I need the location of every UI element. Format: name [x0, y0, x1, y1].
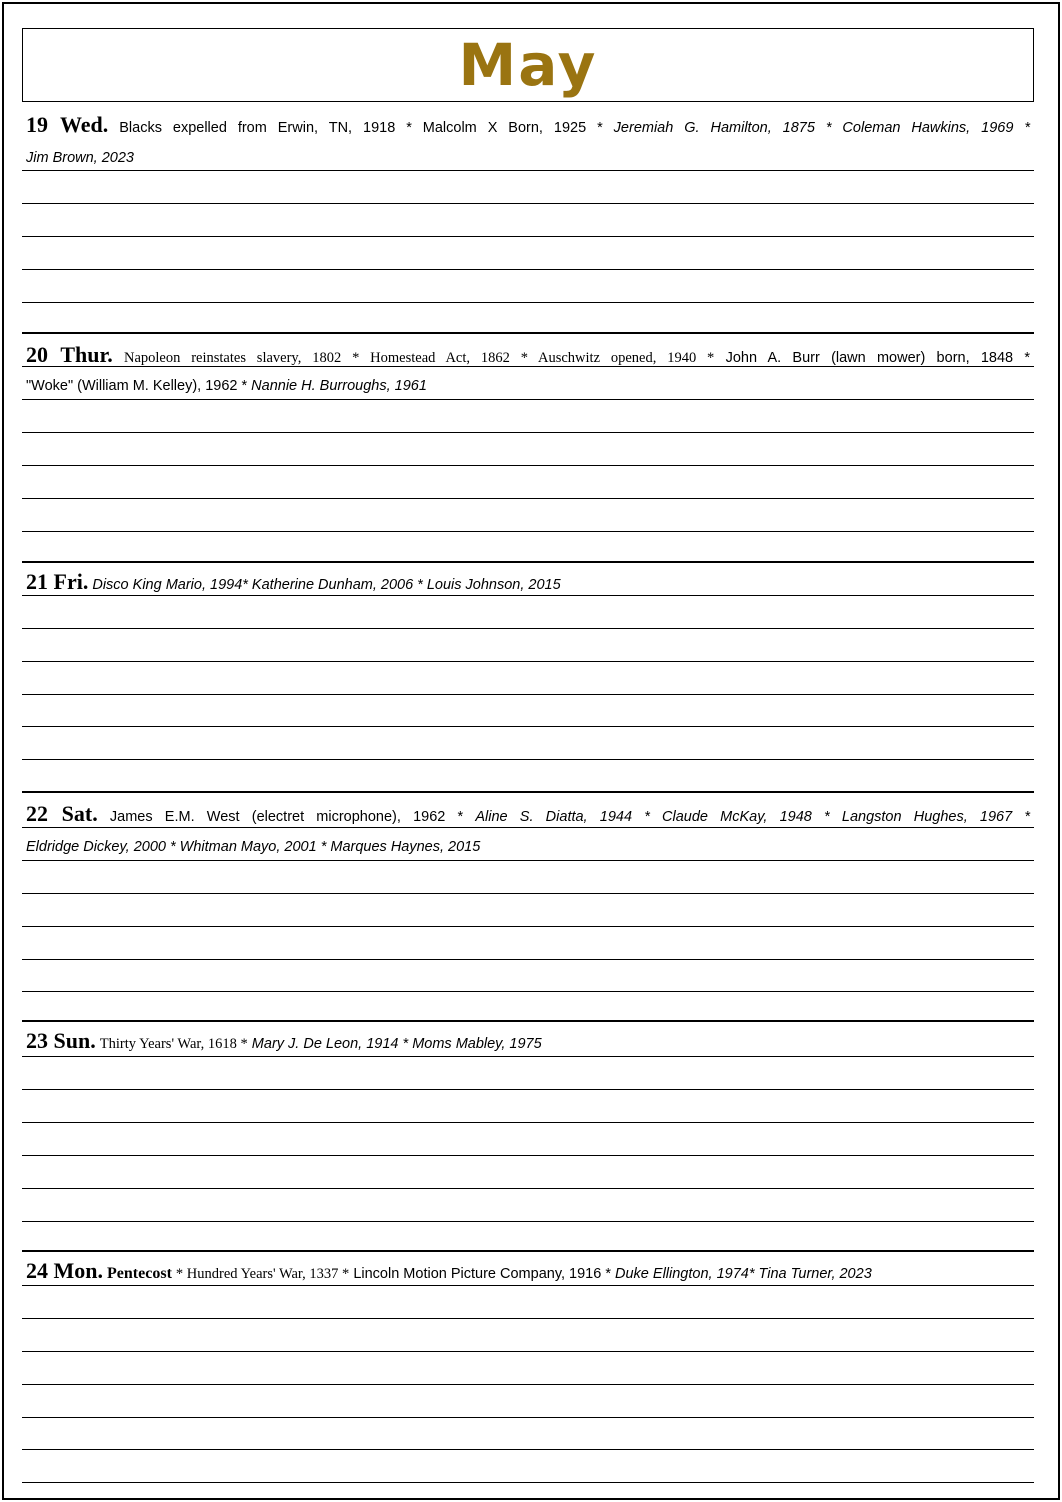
writing-line [22, 694, 1034, 695]
event-text: * Hundred Years' War, 1337 * [175, 1266, 350, 1282]
day-section-23 [22, 1020, 1034, 1250]
writing-line [22, 269, 1034, 270]
writing-line [22, 399, 1034, 400]
birthday-text: Jim Brown, 2023 [26, 150, 134, 166]
event-text: Napoleon reinstates slavery, 1802 * Homestead Act, 1862 * Auschwitz opened, 1940 * [123, 350, 715, 366]
day-label: 19 Wed. [26, 112, 109, 137]
day-entry-line [26, 839, 1030, 855]
month-title: May [458, 31, 598, 99]
day-entry-line [26, 801, 1030, 827]
birthday-text: Mary J. De Leon, 1914 * Moms Mabley, 1975 [251, 1036, 542, 1052]
writing-line [22, 302, 1034, 303]
writing-line [22, 366, 1034, 367]
day-entry-line [26, 342, 1030, 368]
writing-line [22, 759, 1034, 760]
writing-line [22, 465, 1034, 466]
writing-line [22, 1285, 1034, 1286]
writing-line [22, 498, 1034, 499]
writing-line [22, 1351, 1034, 1352]
day-label: 22 Sat. [26, 801, 98, 826]
day-label: 23 Sun. [26, 1028, 96, 1053]
event-text: James E.M. West (electret microphone), 1962 * [109, 809, 464, 825]
day-section-19 [22, 106, 1034, 334]
day-section-24 [22, 1250, 1034, 1488]
writing-line [22, 531, 1034, 532]
day-entry-line [26, 1028, 1030, 1054]
day-label: 21 Fri. [26, 569, 89, 594]
planner-page [2, 2, 1060, 1500]
writing-line [22, 1122, 1034, 1123]
month-header [22, 28, 1034, 102]
writing-line [22, 1089, 1034, 1090]
birthday-text: Duke Ellington, 1974* Tina Turner, 2023 [615, 1266, 872, 1282]
writing-line [22, 203, 1034, 204]
writing-line [22, 1318, 1034, 1319]
writing-line [22, 595, 1034, 596]
day-section-22 [22, 791, 1034, 1021]
writing-line [22, 926, 1034, 927]
event-text: Thirty Years' War, 1618 * [99, 1036, 248, 1052]
day-entry-line [26, 1258, 1030, 1284]
day-section-20 [22, 332, 1034, 562]
writing-line [22, 893, 1034, 894]
event-text: Blacks expelled from Erwin, TN, 1918 * Malcolm X Born, 1925 * [119, 120, 603, 136]
writing-line [22, 860, 1034, 861]
writing-line [22, 236, 1034, 237]
writing-line [22, 959, 1034, 960]
day-entry-line [26, 569, 1030, 595]
writing-line [22, 1188, 1034, 1189]
day-label: 20 Thur. [26, 342, 113, 367]
birthday-text: Jeremiah G. Hamilton, 1875 * Coleman Hawkins, 1969 * [613, 120, 1030, 136]
writing-line [22, 1056, 1034, 1057]
writing-line [22, 170, 1034, 171]
writing-line [22, 1221, 1034, 1222]
writing-line [22, 1482, 1034, 1483]
writing-line [22, 827, 1034, 828]
day-entry-line [26, 112, 1030, 138]
writing-line [22, 661, 1034, 662]
writing-line [22, 991, 1034, 992]
birthday-text: Nannie H. Burroughs, 1961 [251, 378, 427, 394]
writing-line [22, 1384, 1034, 1385]
writing-line [22, 628, 1034, 629]
day-section-21 [22, 561, 1034, 791]
day-entry-line [26, 150, 1030, 166]
day-label: 24 Mon. [26, 1258, 103, 1283]
event-text: Lincoln Motion Picture Company, 1916 * [353, 1266, 611, 1282]
writing-line [22, 432, 1034, 433]
day-entry-line [26, 378, 1030, 394]
birthday-text: John A. Burr (lawn mower) born, 1848 * [725, 350, 1031, 366]
writing-line [22, 726, 1034, 727]
writing-line [22, 1417, 1034, 1418]
birthday-text: Disco King Mario, 1994* Katherine Dunham, 2006 * Louis Johnson, 2015 [92, 577, 561, 593]
writing-line [22, 1155, 1034, 1156]
writing-line [22, 1449, 1034, 1450]
holiday-text: Pentecost [107, 1265, 172, 1282]
birthday-text: Eldridge Dickey, 2000 * Whitman Mayo, 2001 * Marques Haynes, 2015 [26, 839, 481, 855]
birthday-text: Aline S. Diatta, 1944 * Claude McKay, 1948 * Langston Hughes, 1967 * [475, 809, 1031, 825]
event-text: "Woke" (William M. Kelley), 1962 * [26, 378, 248, 394]
